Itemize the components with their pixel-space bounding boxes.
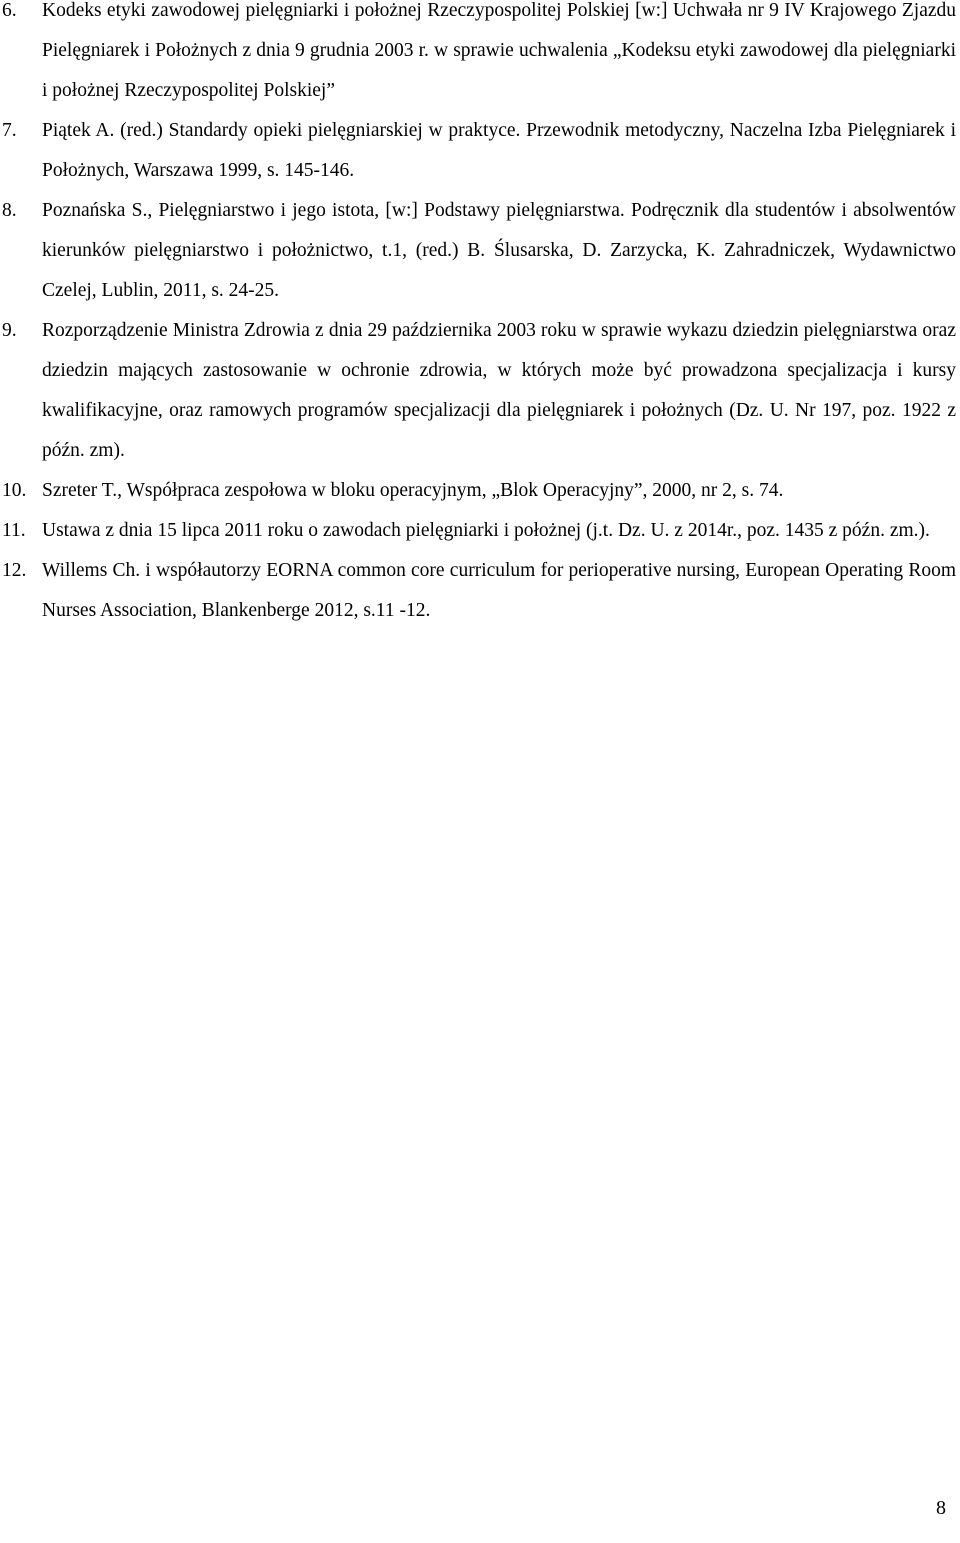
- reference-text: Ustawa z dnia 15 lipca 2011 roku o zawodach pielęgniarki i położnej (j.t. Dz. U. z 2014r., poz. 1435 z późn. zm.).: [42, 520, 930, 541]
- reference-number: 8.: [2, 200, 17, 221]
- reference-item-6: [0, 0, 960, 111]
- reference-item-8: [0, 191, 960, 311]
- reference-item-9: [0, 311, 960, 471]
- reference-item-12: [0, 551, 960, 631]
- reference-item-10: [0, 471, 960, 511]
- reference-number: 12.: [2, 560, 27, 581]
- reference-text: Kodeks etyki zawodowej pielęgniarki i położnej Rzeczypospolitej Polskiej [w:] Uchwała nr 9 IV Krajowego Zjazdu Pielęgniarek i Położnych z dnia 9 grudnia 2003 r. w sprawie uchwalenia „Kodeksu etyki zawodowej dla pielęgniarki i położnej Rzeczypospolitej Polskiej”: [42, 0, 956, 101]
- reference-item-7: [0, 111, 960, 191]
- reference-text: Piątek A. (red.) Standardy opieki pielęgniarskiej w praktyce. Przewodnik metodyczny, Naczelna Izba Pielęgniarek i Położnych, Warszawa 1999, s. 145-146.: [42, 120, 956, 181]
- reference-list: [0, 0, 960, 631]
- reference-item-11: [0, 511, 960, 551]
- reference-text: Rozporządzenie Ministra Zdrowia z dnia 29 października 2003 roku w sprawie wykazu dziedzin pielęgniarstwa oraz dziedzin mających zastosowanie w ochronie zdrowia, w których może być prowadzona specjalizacja i kursy kwalifikacyjne, oraz ramowych programów specjalizacji dla pielęgniarek i położnych (Dz. U. Nr 197, poz. 1922 z późn. zm).: [42, 320, 956, 461]
- reference-number: 6.: [2, 0, 17, 21]
- reference-text: Poznańska S., Pielęgniarstwo i jego istota, [w:] Podstawy pielęgniarstwa. Podręcznik dla studentów i absolwentów kierunków pielęgniarstwo i położnictwo, t.1, (red.) B. Ślusarska, D. Zarzycka, K. Zahradniczek, Wydawnictwo Czelej, Lublin, 2011, s. 24-25.: [42, 200, 956, 301]
- reference-number: 7.: [2, 120, 17, 141]
- reference-number: 11.: [2, 520, 26, 541]
- reference-text: Szreter T., Współpraca zespołowa w bloku operacyjnym, „Blok Operacyjny”, 2000, nr 2, s. 74.: [42, 480, 784, 501]
- page-number: 8: [936, 1497, 946, 1519]
- reference-number: 9.: [2, 320, 17, 341]
- reference-number: 10.: [2, 480, 27, 501]
- reference-text: Willems Ch. i współautorzy EORNA common core curriculum for perioperative nursing, European Operating Room Nurses Association, Blankenberge 2012, s.11 -12.: [42, 560, 956, 621]
